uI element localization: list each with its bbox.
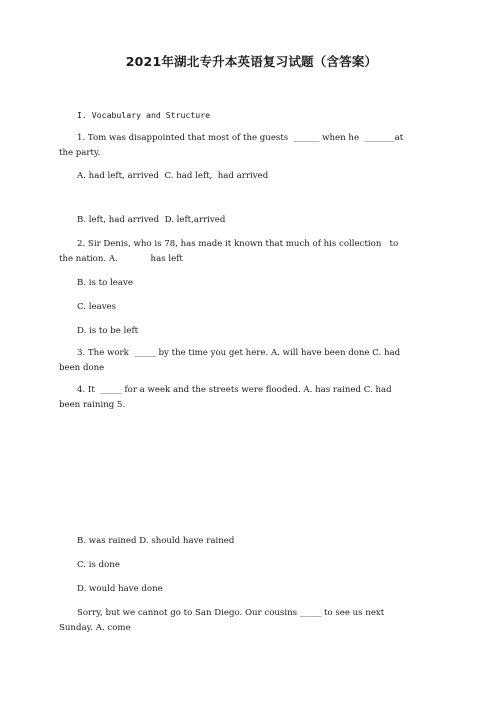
option-d-line: D. would have done — [77, 584, 163, 594]
question-4-text: 4. It _____ for a week and the streets were flooded. A. has rained C. had — [77, 385, 392, 395]
question-2-text: 2. Sir Denis, who is 78, has made it known that much of his collection to — [77, 239, 399, 249]
question-2-text-cont: the nation. A. has left — [59, 254, 183, 264]
question-3-text-cont: been done — [59, 363, 105, 373]
question-1-options-bd: B. left, had arrived D. left,arrived — [77, 215, 226, 225]
question-2-option-c: C. leaves — [77, 302, 117, 312]
question-2-option-d: D. is to be left — [77, 326, 139, 336]
question-2-option-b: B. is to leave — [77, 278, 133, 288]
question-4-text-cont: been raining 5. — [59, 400, 126, 410]
question-5-text: Sorry, but we cannot go to San Diego. Our cousins _____ to see us next — [77, 608, 385, 618]
question-3-text: 3. The work _____ by the time you get here. A. will have been done C. had — [77, 348, 401, 358]
question-5-text-cont: Sunday. A. come — [59, 623, 131, 633]
question-1-text-cont: the party. — [59, 148, 101, 158]
question-1-text: 1. Tom was disappointed that most of the guests ______ when he _______at — [77, 133, 404, 143]
section-heading: I. Vocabulary and Structure — [77, 110, 211, 120]
question-4-options-bd: B. was rained D. should have rained — [77, 536, 235, 546]
question-1-options-ac: A. had left, arrived C. had left, had arrived — [77, 171, 269, 181]
option-c-line: C. is done — [77, 560, 120, 570]
document-title: 2021年湖北专升本英语复习试题（含答案） — [125, 54, 378, 69]
